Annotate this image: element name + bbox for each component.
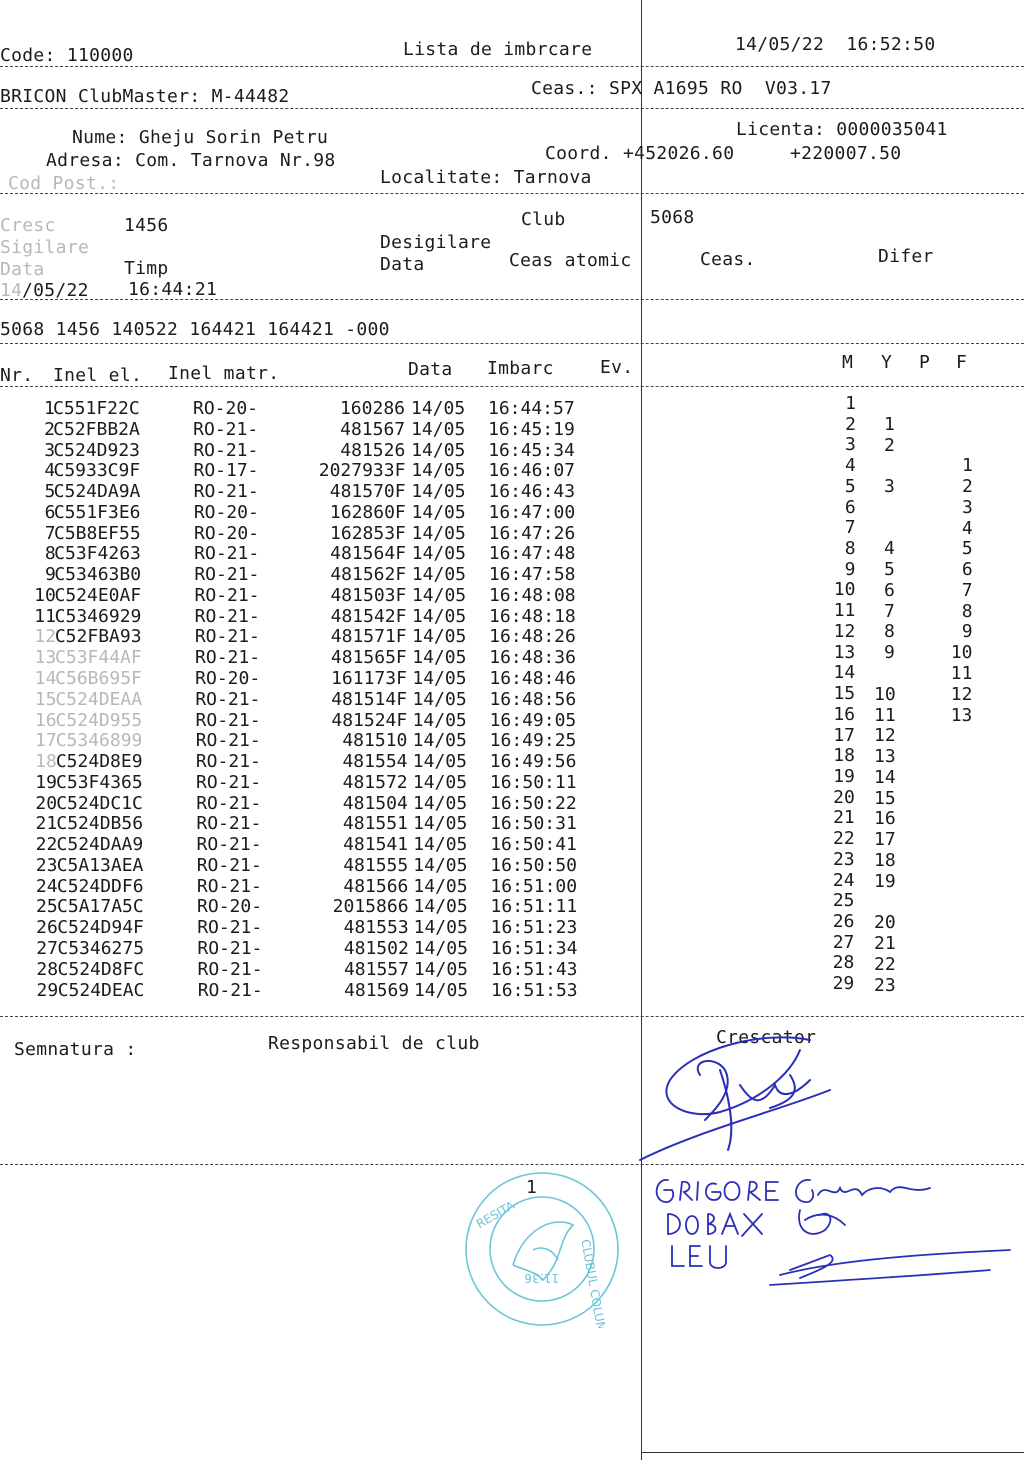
ring-number: 481503F [330, 584, 407, 606]
breeder-label: Cresc [0, 215, 56, 236]
ring-electronic: C5933C9F [53, 460, 141, 482]
row-number: 11 [34, 605, 56, 627]
rank-f: 8 [961, 600, 973, 622]
rank-m: 4 [844, 455, 856, 477]
entry-time: 16:48:08 [488, 584, 576, 606]
rank-m: 10 [833, 579, 856, 601]
ring-prefix: RO-21- [193, 481, 259, 503]
rank-y: 1 [884, 413, 895, 435]
signature-label: Semnatura : [14, 1039, 137, 1060]
club-value: 5068 [650, 207, 695, 228]
row-number: 25 [36, 896, 58, 918]
ring-prefix: RO-21- [196, 834, 262, 856]
ring-number: 481541 [343, 834, 409, 856]
entry-date: 14/05 [411, 418, 466, 440]
entry-date: 14/05 [412, 730, 467, 752]
page-number: 1 [526, 1177, 538, 1198]
ring-prefix: RO-21- [196, 771, 262, 793]
ring-number: 481566 [343, 875, 409, 897]
rank-y: 16 [874, 808, 896, 830]
ring-number: 2027933F [318, 460, 406, 482]
entry-date: 14/05 [413, 813, 468, 835]
ring-prefix: RO-21- [195, 730, 261, 752]
rank-y: 18 [874, 849, 896, 871]
entry-date: 14/05 [411, 564, 467, 586]
ring-number: 481571F [330, 626, 407, 648]
rank-y: 20 [874, 912, 896, 934]
col-header-f: F [956, 352, 968, 373]
rank-m: 3 [845, 434, 856, 456]
clubmaster-id: BRICON ClubMaster: M-44482 [0, 86, 290, 107]
row-number: 22 [35, 834, 58, 856]
sealing-time-value: 16:44:21 [128, 279, 218, 300]
row-number: 8 [44, 543, 56, 565]
entry-time: 16:50:22 [489, 792, 577, 814]
club-label: Club [521, 209, 566, 230]
entry-time: 16:47:58 [488, 564, 576, 586]
ring-prefix: RO-21- [195, 688, 261, 710]
rank-m: 18 [833, 745, 855, 767]
row-number: 19 [35, 771, 57, 793]
row-number: 1 [44, 398, 55, 419]
ring-prefix: RO-20- [195, 668, 261, 689]
entry-time: 16:50:41 [490, 834, 577, 856]
rank-y: 21 [874, 933, 896, 955]
rank-m: 2 [845, 413, 856, 435]
col-header-inel-matr: Inel matr. [168, 363, 280, 384]
entry-time: 16:47:48 [488, 543, 576, 565]
entry-date: 14/05 [411, 481, 466, 503]
entry-date: 14/05 [411, 543, 466, 565]
rank-f: 1 [962, 455, 973, 477]
row-number: 14 [34, 668, 57, 689]
entry-date: 14/05 [411, 460, 466, 482]
ring-prefix: RO-21- [196, 854, 262, 876]
rank-f: 13 [950, 704, 973, 726]
col-header-ev: Ev. [600, 357, 634, 378]
entry-time: 16:51:34 [490, 938, 578, 960]
entry-date: 14/05 [412, 751, 467, 773]
rank-f: 6 [961, 559, 973, 581]
rank-y: 7 [884, 600, 895, 622]
ring-electronic: C524E0AF [54, 584, 142, 606]
row-number: 17 [35, 730, 57, 752]
entry-time: 16:51:53 [490, 979, 578, 1001]
rank-y: 19 [874, 870, 896, 892]
row-number: 3 [44, 439, 56, 461]
entry-date: 14/05 [412, 792, 468, 814]
date-label: Data [0, 259, 45, 280]
ring-electronic: C5B8EF55 [54, 522, 141, 544]
ring-electronic: C52FBA93 [54, 626, 142, 648]
entry-date: 14/05 [412, 605, 467, 627]
rank-m: 19 [833, 765, 855, 787]
ring-prefix: RO-20- [193, 398, 259, 419]
rank-f: 2 [962, 476, 973, 498]
entry-time: 16:49:05 [489, 709, 577, 731]
ring-number: 481555 [343, 854, 409, 876]
ring-electronic: C524DC1C [56, 792, 143, 814]
breeder-signature-label: Crescator [716, 1027, 817, 1048]
rank-y: 5 [884, 559, 895, 581]
rank-y: 13 [874, 746, 896, 768]
ring-prefix: RO-21- [197, 917, 263, 939]
ring-electronic: C5346275 [57, 938, 145, 960]
entry-time: 16:49:56 [489, 751, 577, 773]
ring-number: 162853F [330, 522, 406, 544]
rank-y: 23 [874, 974, 896, 996]
rank-m: 6 [844, 496, 856, 518]
ring-number: 162860F [329, 501, 406, 523]
entry-date: 14/05 [412, 626, 467, 648]
rank-m: 20 [833, 786, 855, 808]
rank-m: 23 [832, 848, 855, 870]
entry-date: 14/05 [413, 958, 469, 980]
rank-m: 26 [832, 911, 855, 932]
rank-m: 9 [844, 558, 856, 580]
rank-m: 5 [844, 475, 856, 497]
row-number: 15 [34, 688, 57, 710]
club-stamp [463, 1170, 621, 1328]
entry-date: 14/05 [411, 439, 466, 461]
row-number: 18 [35, 751, 57, 773]
ring-electronic: C5A17A5C [57, 896, 144, 918]
rank-m: 12 [833, 620, 856, 642]
coordinates: Coord. +452026.60 +220007.50 [545, 143, 902, 164]
ring-number: 481514F [331, 688, 408, 710]
rank-y: 10 [874, 683, 896, 705]
time-label: Timp [124, 258, 169, 279]
rank-m: 11 [833, 600, 856, 622]
club-responsible-label: Responsabil de club [268, 1033, 480, 1054]
ring-prefix: RO-21- [193, 418, 259, 440]
rank-f: 9 [961, 621, 973, 643]
print-datetime: 14/05/22 16:52:50 [735, 34, 936, 55]
locality: Localitate: Tarnova [380, 167, 592, 188]
row-number: 28 [36, 958, 59, 980]
ring-electronic: C524DEAC [57, 979, 145, 1001]
ring-number: 481524F [331, 709, 408, 731]
ring-prefix: RO-21- [196, 875, 262, 897]
ring-number: 481569 [344, 979, 410, 1001]
ring-electronic: C5346929 [54, 605, 142, 627]
entry-time: 16:48:26 [489, 626, 576, 648]
col-header-data: Data [408, 359, 453, 380]
row-number: 20 [35, 792, 58, 814]
entry-date: 14/05 [411, 584, 467, 606]
rank-m: 16 [833, 703, 856, 725]
rank-f: 11 [950, 663, 973, 684]
col-header-y: Y [881, 352, 893, 373]
ring-number: 481526 [340, 439, 406, 461]
rank-m: 24 [832, 869, 855, 891]
row-number: 13 [34, 647, 57, 669]
ring-number: 481557 [343, 958, 409, 980]
sealing-label: Sigilare [0, 237, 90, 258]
breeder-value: 1456 [124, 215, 169, 236]
ring-electronic: C53F44AF [55, 647, 142, 669]
col-header-nr: Nr. [0, 365, 34, 386]
entry-date: 14/05 [411, 501, 466, 523]
entry-time: 16:47:00 [488, 501, 576, 523]
row-number: 24 [35, 875, 58, 897]
row-number: 9 [45, 564, 56, 586]
entry-time: 16:48:36 [489, 647, 576, 669]
entry-date: 14/05 [413, 834, 468, 856]
rank-m: 25 [832, 890, 855, 912]
rank-m: 21 [833, 807, 855, 829]
row-number: 4 [44, 460, 56, 482]
rank-m: 28 [832, 952, 855, 974]
entry-time: 16:50:31 [490, 813, 577, 835]
entry-time: 16:48:18 [489, 605, 576, 627]
row-number: 16 [34, 709, 57, 731]
rank-y: 3 [884, 476, 895, 498]
row-number: 27 [36, 938, 58, 960]
ring-prefix: RO-21- [197, 938, 263, 960]
rank-m: 8 [844, 538, 856, 560]
entry-date: 14/05 [413, 979, 469, 1001]
ring-prefix: RO-21- [194, 543, 260, 565]
rank-f: 12 [950, 683, 973, 705]
ring-number: 481567 [340, 418, 406, 440]
entry-time: 16:50:11 [489, 771, 577, 793]
ring-number: 481510 [342, 730, 408, 752]
entry-time: 16:49:25 [489, 730, 577, 752]
rank-m: 29 [832, 973, 855, 995]
rank-y: 12 [874, 725, 896, 747]
ring-electronic: C551F22C [53, 398, 140, 419]
rank-y: 2 [884, 434, 895, 456]
ring-electronic: C53463B0 [54, 564, 142, 586]
list-title: Lista de imbrcare [403, 39, 593, 60]
ring-prefix: RO-21- [197, 958, 263, 980]
entry-date: 14/05 [411, 398, 466, 419]
rank-m: 27 [832, 931, 855, 953]
ring-electronic: C524DDF6 [56, 875, 144, 897]
entry-time: 16:51:23 [490, 917, 578, 939]
ring-prefix: RO-21- [194, 564, 260, 586]
entry-time: 16:45:19 [488, 418, 575, 440]
ring-number: 481565F [330, 647, 407, 669]
row-number: 26 [36, 917, 58, 939]
ring-electronic: C524D94F [57, 917, 144, 939]
entry-time: 16:50:50 [490, 854, 577, 876]
col-header-inel-el: Inel el. [53, 365, 143, 386]
rank-m: 1 [845, 393, 856, 414]
ring-electronic: C56B695F [55, 668, 142, 689]
ring-prefix: RO-21- [194, 626, 260, 648]
row-number: 21 [35, 813, 58, 835]
ring-prefix: RO-21- [196, 813, 262, 835]
ring-electronic: C524DB56 [56, 813, 144, 835]
entry-time: 16:51:11 [490, 896, 578, 918]
row-number: 12 [34, 626, 57, 648]
row-number: 5 [44, 481, 56, 503]
entry-time: 16:45:34 [488, 439, 575, 461]
ring-prefix: RO-21- [195, 709, 261, 731]
rank-f: 4 [961, 517, 973, 539]
ring-electronic: C5346899 [55, 730, 143, 752]
entry-time: 16:48:56 [489, 688, 577, 710]
sealing-date-prefix: 14 [0, 280, 23, 301]
clock-info: Ceas.: SPX A1695 RO V03.17 [531, 78, 832, 99]
entry-date: 14/05 [413, 917, 468, 939]
owner-name: Nume: Gheju Sorin Petru [72, 127, 329, 148]
rank-y: 8 [884, 621, 895, 643]
col-header-p: P [919, 352, 931, 373]
row-number: 29 [36, 979, 59, 1001]
svg-text:11:36: 11:36 [524, 1271, 559, 1285]
entry-date: 14/05 [412, 771, 468, 793]
entry-time: 16:46:07 [488, 460, 576, 482]
rank-m: 14 [833, 662, 856, 684]
summary-line: 5068 1456 140522 164421 164421 -000 [0, 319, 390, 340]
ring-prefix: RO-17- [193, 460, 259, 482]
entry-time: 16:46:43 [488, 481, 576, 503]
ring-prefix: RO-21- [197, 979, 263, 1001]
entry-date: 14/05 [412, 709, 467, 731]
row-number: 23 [35, 854, 58, 876]
entry-date: 14/05 [413, 938, 468, 960]
entry-date: 14/05 [412, 647, 467, 669]
ring-number: 481572 [342, 771, 408, 793]
ring-prefix: RO-21- [195, 647, 261, 669]
ring-prefix: RO-20- [193, 501, 259, 523]
ring-number: 481502 [343, 938, 409, 960]
svg-text:CLUBUL COLUMBOFIL: CLUBUL COLUMBOFIL [578, 1238, 615, 1328]
ring-number: 161173F [331, 668, 407, 689]
entry-date: 14/05 [412, 688, 467, 710]
entry-time: 16:51:00 [490, 875, 578, 897]
unsealing-date-label: Data [380, 254, 425, 275]
entry-date: 14/05 [413, 875, 468, 897]
rank-m: 15 [833, 683, 856, 705]
ring-number: 481542F [330, 605, 407, 627]
code-label: Code: 110000 [0, 45, 134, 66]
ring-number: 481504 [342, 792, 408, 814]
ring-number: 2015866 [332, 896, 409, 918]
ring-prefix: RO-21- [194, 605, 260, 627]
ring-electronic: C524D8FC [57, 958, 145, 980]
rank-f: 3 [961, 496, 973, 518]
ring-electronic: C524D8E9 [55, 751, 143, 773]
rank-m: 17 [833, 724, 855, 746]
ring-prefix: RO-20- [194, 522, 260, 544]
atomic-clock-label: Ceas atomic [509, 250, 632, 271]
entry-time: 16:51:43 [490, 958, 578, 980]
ring-electronic: C524DEAA [55, 688, 143, 710]
entry-date: 14/05 [411, 522, 466, 544]
rank-f: 10 [950, 642, 973, 664]
ring-prefix: RO-21- [193, 439, 259, 461]
ring-number: 481551 [342, 813, 408, 835]
postal-code-label: Cod Post.: [8, 173, 120, 194]
col-header-m: M [842, 352, 854, 373]
difference-label: Difer [878, 246, 934, 267]
clock-label: Ceas. [700, 249, 756, 270]
row-number: 10 [34, 584, 56, 606]
ring-electronic: C5A13AEA [56, 854, 144, 876]
ring-electronic: C524D923 [53, 439, 141, 461]
ring-prefix: RO-21- [196, 792, 262, 814]
entry-date: 14/05 [412, 668, 467, 689]
ring-electronic: C53F4263 [54, 543, 141, 565]
license: Licenta: 0000035041 [736, 119, 948, 140]
entry-date: 14/05 [413, 896, 468, 918]
rank-y: 17 [874, 829, 896, 851]
ring-number: 160286 [339, 398, 405, 419]
rank-y: 9 [884, 642, 895, 664]
ring-number: 481562F [330, 564, 407, 586]
row-number: 6 [44, 501, 56, 523]
ring-number: 481564F [330, 543, 407, 565]
ring-electronic: C53F4365 [56, 771, 143, 793]
rank-y: 22 [874, 953, 896, 975]
entry-time: 16:44:57 [488, 398, 575, 419]
ring-prefix: RO-21- [195, 751, 261, 773]
rank-m: 13 [833, 641, 856, 663]
rank-m: 7 [844, 517, 856, 539]
rank-f: 5 [961, 538, 973, 560]
svg-text:RESITA: RESITA [473, 1198, 517, 1232]
ring-number: 481554 [342, 751, 408, 773]
rank-y: 6 [884, 579, 895, 601]
ring-electronic: C524DAA9 [56, 834, 144, 856]
unsealing-label: Desigilare [380, 232, 492, 253]
row-number: 2 [44, 418, 55, 440]
ring-electronic: C524D955 [55, 709, 143, 731]
rank-m: 22 [833, 828, 855, 850]
entry-time: 16:48:46 [489, 668, 577, 689]
row-number: 7 [44, 522, 56, 544]
ring-electronic: C551F3E6 [53, 501, 141, 523]
ring-prefix: RO-20- [197, 896, 263, 918]
ring-prefix: RO-21- [194, 584, 260, 606]
ring-number: 481553 [343, 917, 409, 939]
rank-y: 14 [874, 766, 896, 788]
rank-y: 15 [874, 787, 896, 809]
rank-f: 7 [961, 579, 973, 601]
ring-electronic: C52FBB2A [53, 418, 140, 440]
owner-address: Adresa: Com. Tarnova Nr.98 [46, 150, 336, 171]
col-header-imbarc: Imbarc [487, 358, 554, 379]
sealing-date-value: /05/22 [22, 280, 89, 301]
rank-y: 4 [884, 538, 895, 560]
ring-number: 481570F [329, 481, 406, 503]
entry-time: 16:47:26 [488, 522, 576, 544]
ring-electronic: C524DA9A [53, 481, 141, 503]
rank-y: 11 [874, 704, 896, 726]
entry-date: 14/05 [413, 854, 468, 876]
